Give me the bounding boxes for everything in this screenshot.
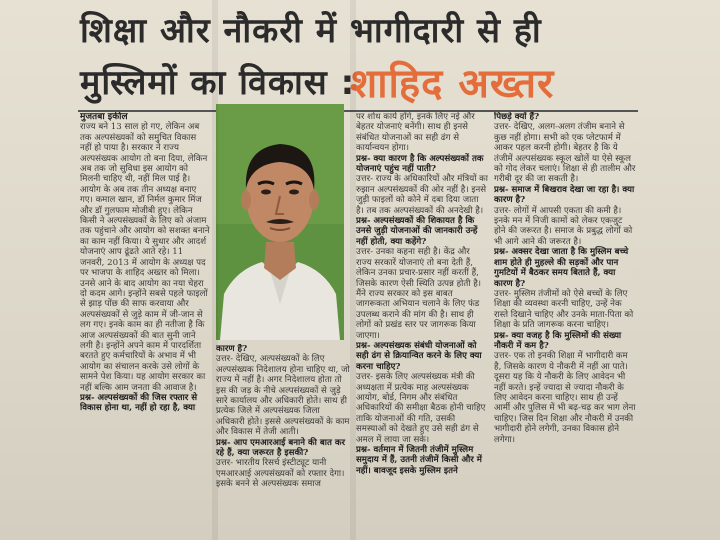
- headline-name: शाहिद अख्तर: [350, 61, 555, 107]
- column-4-question-3: प्रश्न- क्या वजह है कि मुस्लिमों की संख्या नौकरी में कम है?: [494, 330, 622, 351]
- column-4-question-2: प्रश्न- अक्सर देखा जाता है कि मुस्लिम बच्चे शाम होते ही मुहल्ले की सड़कों और पान गुमटियों में बैठकर समय बिताते हैं, क्या कारण है?: [494, 247, 629, 289]
- portrait-illustration: [216, 104, 344, 340]
- column-4-answer-1: उत्तर- लोगों में आपसी एकता की कमी है। इनके मन में निजी कामों को लेकर एकजुट होने की जरूरत है। समाज के प्रबुद्ध लोगों को भी आगे आने की जरूरत है।: [494, 205, 633, 247]
- column-3-question-2: प्रश्न- अल्पसंख्यकों की शिकायत है कि उनसे जुड़ी योजनाओं की जानकारी उन्हें नहीं होती, क्या कहेंगे?: [356, 216, 478, 247]
- article-column-1: [80, 112, 210, 540]
- column-3-intro: पर शोध कार्य होंगे, इनके लिए नई और बेहतर योजनाएं बनेंगी। साथ ही इनसे संबंधित योजनाओं का सही ढंग से कार्यान्वयन होगा।: [356, 112, 475, 154]
- column-2-answer: उत्तर- देखिए, अल्पसंख्यकों के लिए अल्पसंख्यक निदेशालय होना चाहिए था, जो राज्य में नहीं है। अगर निदेशालय होता तो इस की जड़ के नीचे अल्पसंख्यकों से जुड़े सारे कार्यालय और अधिकारी होते। साथ ही प्रत्येक जिले में अल्पसंख्यक जिला अधिकारी होते। इससे अल्पसंख्यकों के काम और विकास में तेजी आती।: [216, 354, 350, 438]
- article-column-4: [494, 112, 636, 540]
- headline-line-1: शिक्षा और नौकरी में भागीदारी से ही: [80, 11, 542, 51]
- column-4-question-1: प्रश्न- समाज में बिखराव देखा जा रहा है। क्या कारण है?: [494, 184, 635, 206]
- article-column-3: [356, 112, 488, 540]
- column-3-question-4: प्रश्न- वर्तमान में जितनी तंजीमें मुस्लिम समुदाय में हैं, उतनी तंजीमें किसी और में नहीं। बावजूद इसके मुस्लिम इतने: [356, 445, 482, 476]
- column-4-answer-2: उत्तर- मुस्लिम तंजीमों को ऐसे बच्चों के लिए शिक्षा की व्यवस्था करनी चाहिए, उन्हें नेक रास्ते दिखाने चाहिए और उनके माता-पिता को शिक्षा के प्रति जागरूक करना चाहिए।: [494, 288, 634, 331]
- photo-caption-start: कारण है?: [216, 344, 248, 354]
- portrait-photo: [216, 104, 344, 340]
- column-4-answer-3: उत्तर- एक तो इनकी शिक्षा में भागीदारी कम है, जिसके कारण ये नौकरी में नहीं आ पाते। दूसरा यह कि ये नौकरी के लिए आवेदन भी नहीं करते। इन्हें ज्यादा से ज्यादा नौकरी के लिए आवेदन करना चाहिए। साथ ही उन्हें आर्मी और पुलिस में भी बढ़-चढ़ कर भाग लेना चाहिए। जिस दिन शिक्षा और नौकरी में उनकी भागीदारी होने लगेगी, उनका विकास होने लगेगा।: [494, 351, 636, 445]
- column-2-question: प्रश्न- आप एमआरआई बनाने की बात कर रहे हैं, क्या जरूरत है इसकी?: [216, 437, 345, 459]
- column-3-answer-3: उत्तर- इसके लिए अल्पसंख्यक मंत्री की अध्यक्षता में प्रत्येक माह अल्पसंख्यक आयोग, बोर्ड, निगम और संबंधित अधिकारियों की समीक्षा बैठक होनी चाहिए ताकि योजनाओं की गति, उसकी समस्याओं को देखते हुए उसे सही ढंग से अमल में लाया जा सके।: [356, 372, 486, 445]
- column-1-text: राज्य बने 13 साल हो गए, लेकिन अब तक अल्पसंख्यकों को समुचित विकास नहीं हो पाया है। सरकार ने राज्य अल्पसंख्यक आयोग तो बना दिया, लेकिन अब तक जो सुविधा इस आयोग को मिलनी चाहिए थी, नहीं मिल पाई है। आयोग के अब तक तीन अध्यक्ष बनाए गए। कमाल खान, डॉ निर्मल कुमार मिंज और डॉ गुलफाम मोजीबी हुए। लेकिन किसी ने अल्पसंख्यकों के लिए को अंजाम तक पहुंचाने और आयोग को सशक्त बनाने का काम नहीं किया। ये सुधार और आदर्श योजनाएं आप ढूंढते आते रहे। 11 जनवरी, 2013 में आयोग के अध्यक्ष पद पर भाजपा के शाहिद अख्तर को मिला। उनसे आने के बाद आयोग का नया चेहरा दो कदम आगे। इन्होंने सबसे पहले फाइलों से झाड़ पोंछ की साफ करवाया और अल्पसंख्यकों से जुड़े काम में जी-जान से लग गए। इनके काम का ही नतीजा है कि आज अल्पसंख्यकों की बात सुनी जाने लगी है। इन्होंने अपने काम में पारदर्शिता बरतते हुए कर्मचारियों के अभाव में भी आयोग का संचालन करके उसे लोगों के सामने पेश किया। यह आयोग सरकार का नहीं बल्कि आम जनता की आवाज है।: [80, 122, 210, 393]
- headline-line-2: मुस्लिमों का विकास :: [80, 63, 356, 103]
- column-1-question: प्रश्न- अल्पसंख्यकों की जिस रफ्तार से विकास होना था, नहीं हो रहा है, क्या: [80, 392, 198, 414]
- column-shadow: [212, 0, 218, 540]
- column-2-answer-2: उत्तर- भारतीय रिसर्च इंस्टीट्यूट यानी एमआरआई अल्पसंख्यकों को रफ्तार देगा। इसके बनने से अल्पसंख्यक समाज: [216, 458, 345, 490]
- column-4-answer-0: उत्तर- देखिए, अलग-अलग तंजीम बनाने से कुछ नहीं होगा। सभी को एक प्लेटफार्म में आकर पहल करनी होगी। बेहतर है कि ये तंजीमें अल्पसंख्यक स्कूल खोलें या ऐसे स्कूल को गोद लेकर चलाएं। शिक्षा से ही तालीम और गरीबी दूर की जा सकती है।: [494, 122, 636, 185]
- column-4-question-0: पिछड़े क्यों हैं?: [494, 112, 540, 122]
- byline: मुजतबा इकील: [80, 112, 128, 122]
- article-column-2: [216, 344, 350, 540]
- column-3-answer-1: उत्तर- राज्य के अधिकारियों और मंत्रियों का रुझान अल्पसंख्यकों की ओर नहीं है। इनसे जुड़ी फाइलों को कोने में दबा दिया जाता है। तब तक अल्पसंख्यकों की अनदेखी है।: [356, 174, 488, 216]
- column-3-question-1: प्रश्न- क्या कारण है कि अल्पसंख्यकों तक योजनाएं पहुंच नहीं पाती?: [356, 153, 484, 175]
- column-shadow: [350, 0, 356, 540]
- column-3-question-3: प्रश्न- अल्पसंख्यक संबंधी योजनाओं को सही ढंग से क्रियान्वित करने के लिए क्या करना चाहिए?: [356, 340, 482, 372]
- column-3-answer-2: उत्तर- उनका कहना सही है। केंद्र और राज्य सरकारें योजनाएं तो बना देती हैं, लेकिन उनका प्रचार-प्रसार नहीं करतीं हैं, जिसके कारण ऐसी स्थिति उत्पन्न होती है। मैंने राज्य सरकार को इस बाबत जागरूकता अभियान चलाने के लिए फंड उपलब्ध कराने की मांग की है। साथ ही लोगों को प्रखंड स्तर पर जागरूक किया जाएगा।: [356, 247, 482, 341]
